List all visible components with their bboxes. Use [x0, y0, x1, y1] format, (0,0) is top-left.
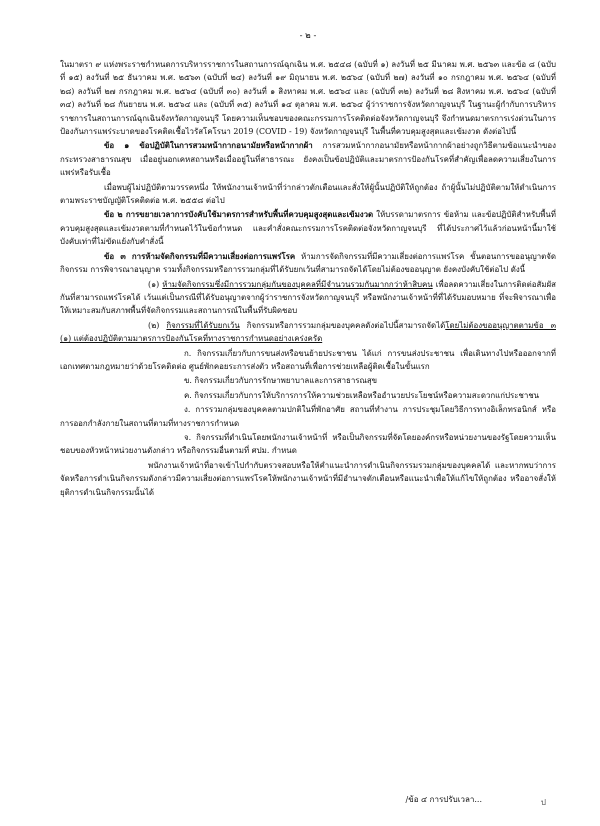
- initial-mark: ป: [540, 798, 546, 807]
- clause-1-body: การสวมหน้ากากอนามัยหรือหน้ากากผ้าอย่างถูกวิธีตามข้อแนะนำของกระทรวงสาธารณสุข เมื่ออยู่นอกเคหสถานหรือเมื่ออยู่ในที่สาธารณะ ยังคงเป็นข้อปฏิบัติและมาตรการป้องกันโรคที่สำคัญเพื่อลดความเสี่ยงในการแพร่หรือรับเชื้อ: [60, 141, 556, 178]
- clause-3-title: ข้อ ๓ การห้ามจัดกิจกรรมที่มีความเสี่ยงต่อการแพร่โรค: [104, 251, 296, 261]
- clause-3-item-2-underlined-a: กิจกรรมที่ได้รับยกเว้น: [166, 320, 240, 330]
- clause-2: [60, 208, 556, 248]
- page-number: - ๒ -: [299, 31, 317, 41]
- clause-1-title: ข้อ ๑ ข้อปฏิบัติในการสวมหน้ากากอนามัยหรือหน้ากากผ้า: [104, 141, 313, 151]
- clause-3-item-1-prefix: (๑): [148, 279, 163, 289]
- clause-3-item-1-underlined: ห้ามจัดกิจกรรมซึ่งมีการรวมกลุ่มกันของบุคคลที่มีจำนวนรวมกันมากกว่าห้าสิบคน: [162, 279, 433, 289]
- exemption-b: ข. กิจกรรมเกี่ยวกับการรักษาพยาบาลและการสาธารณสุข: [184, 376, 378, 386]
- clause-3-item-2-mid: กิจกรรมหรือการรวมกลุ่มของบุคคลดังต่อไปนี้สามารถจัดได้: [239, 320, 446, 330]
- clause-3-item-1-rest: เพื่อลดความเสี่ยงในการติดต่อสัมผัสกันที่สามารถแพร่โรคได้ เว้นแต่เป็นกรณีที่ได้รับอนุญาตจากผู้ว่าราชการจังหวัดกาญจนบุรี หรือพนักงานเจ้าหน้าที่ที่ได้รับมอบหมาย ที่จะพิจารณาเพื่อให้เหมาะสมกับสภาพพื้นที่จัดกิจกรรมและสถานการณ์ในพื้นที่รับผิดชอบ: [60, 279, 556, 316]
- exemption-d: ง. การรวมกลุ่มของบุคคลตามปกติในที่พักอาศัย สถานที่ทำงาน การประชุมโดยวิธีการทางอิเล็กทรอนิกส์ หรือการออกกำลังกายในสถานที่ตามที่ทางราชการกำหนด: [60, 405, 556, 428]
- exemption-a: ก. กิจกรรมเกี่ยวกับการขนส่งหรือขนย้ายประชาชน ได้แก่ การขนส่งประชาชน เพื่อเดินทางไปหรือออกจากที่เอกเทศตามกฎหมายว่าด้วยโรคติดต่อ ศูนย์พักคอยระการส่งตัว หรือสถานที่เพื่อการช่วยเหลือผู้ติดเชื้อในขั้นแรก: [60, 348, 556, 371]
- exemption-e: จ. กิจกรรมที่ดำเนินโดยพนักงานเจ้าหน้าที่ หรือเป็นกิจกรรมที่จัดโดยองค์กรหรือหน่วยงานของรัฐโดยความเห็นชอบของหัวหน้าหน่วยงานดังกล่าว หรือกิจกรรมอื่นตามที่ ศปม. กำหนด: [60, 432, 556, 456]
- clause-3: [60, 250, 556, 277]
- intro-paragraph: ในมาตรา ๙ แห่งพระราชกำหนดการบริหารราชการในสถานการณ์ฉุกเฉิน พ.ศ. ๒๕๔๘ (ฉบับที่ ๑) ลงวันที่ ๒๕ มีนาคม พ.ศ. ๒๕๖๓ และข้อ ๘ (ฉบับที่ ๑๕) ลงวันที่ ๒๕ ธันวาคม พ.ศ. ๒๕๖๓ (ฉบับที่ ๒๔) ลงวันที่ ๑๙ มิถุนายน พ.ศ. ๒๕๖๔ (ฉบับที่ ๒๗) ลงวันที่ ๑๐ กรกฎาคม พ.ศ. ๒๕๖๔ (ฉบับที่ ๒๘) ลงวันที่ ๒๗ กรกฎาคม พ.ศ. ๒๕๖๔ (ฉบับที่ ๓๐) ลงวันที่ ๑ สิงหาคม พ.ศ. ๒๕๖๔ และ (ฉบับที่ ๓๒) ลงวันที่ ๒๘ สิงหาคม พ.ศ. ๒๕๖๔ (ฉบับที่ ๓๔) ลงวันที่ ๒๘ กันยายน พ.ศ. ๒๕๖๔ และ (ฉบับที่ ๓๕) ลงวันที่ ๑๔ ตุลาคม พ.ศ. ๒๕๖๔ ผู้ว่าราชการจังหวัดกาญจนบุรี ในฐานะผู้กำกับการบริหารราชการในสถานการณ์ฉุกเฉินจังหวัดกาญจนบุรี โดยความเห็นชอบของคณะกรรมการโรคติดต่อจังหวัดกาญจนบุรี จึงกำหนดมาตรการเร่งด่วนในการป้องกันการแพร่ระบาดของโรคติดเชื้อไวรัสโคโรนา 2019 (COVID - 19) จังหวัดกาญจนบุรี ในพื้นที่ควบคุมสูงสุดและเข้มงวด ดังต่อไปนี้: [60, 60, 556, 137]
- continuation-note: /ข้อ ๔ การปรับเวลา...: [405, 795, 482, 804]
- clause-3-body: ห้ามการจัดกิจกรรมที่มีความเสี่ยงต่อการแพร่โรค ขั้นตอนการขออนุญาตจัดกิจกรรม การพิจารณาอนุญาต รวมทั้งกิจกรรมหรือการรวมกลุ่มที่ได้รับยกเว้นที่สามารถจัดได้โดยไม่ต้องขออนุญาต ยังคงบังคับใช้ต่อไป ดังนี้: [60, 251, 556, 275]
- clause-1-enforcement: เมื่อพบผู้ไม่ปฏิบัติตามวรรคหนึ่ง ให้พนักงานเจ้าหน้าที่ว่ากล่าวตักเตือนและสั่งให้ผู้นั้นปฏิบัติให้ถูกต้อง ถ้าผู้นั้นไม่ปฏิบัติตามให้ดำเนินการตามพระราชบัญญัติโรคติดต่อ พ.ศ. ๒๕๕๘ ต่อไป: [60, 182, 556, 206]
- clause-3-item-1: [60, 278, 556, 318]
- clause-3-item-2-prefix: (๒): [148, 320, 167, 330]
- exemption-c: ค. กิจกรรมเกี่ยวกับการให้บริการการให้ความช่วยเหลือหรืออำนวยประโยชน์หรือความสะดวกแก่ประชาชน: [184, 390, 540, 400]
- clause-3-item-2-underlined-b: โดยไม่ต้องขออนุญาตตามข้อ ๓ (๑) แต่ต้องปฏิบัติตามมาตรการป้องกันโรคที่ทางราชการกำหนดอย่างเคร่งครัด: [60, 320, 556, 344]
- clause-2-body: ให้บรรดามาตรการ ข้อห้าม และข้อปฏิบัติสำหรับพื้นที่ควบคุมสูงสุดและเข้มงวดตามที่กำหนดไว้ในข้อกำหนด และคำสั่งคณะกรรมการโรคติดต่อจังหวัดกาญจนบุรี ที่ได้ประกาศไว้แล้วก่อนหน้านี้มาใช้บังคับเท่าที่ไม่ขัดแย้งกับคำสั่งนี้: [60, 210, 556, 247]
- clause-1: [60, 139, 556, 179]
- officer-authority-paragraph: พนักงานเจ้าหน้าที่อาจเข้าไปกำกับตรวจสอบหรือให้คำแนะนำการดำเนินกิจกรรมรวมกลุ่มของบุคคลได้ และหากพบว่าการจัดหรือการดำเนินกิจกรรมดังกล่าวมีความเสี่ยงต่อการแพร่โรคให้พนักงานเจ้าหน้าที่มีอำนาจตักเตือนหรือแนะนำเพื่อให้แก้ไขให้ถูกต้อง หรืออาจสั่งให้ยุติการดำเนินกิจกรรมนั้นได้: [60, 460, 556, 497]
- clause-3-item-2: [60, 319, 556, 346]
- clause-2-title: ข้อ ๒ การขยายเวลาการบังคับใช้มาตรการสำหรับพื้นที่ควบคุมสูงสุดและเข้มงวด: [104, 210, 374, 220]
